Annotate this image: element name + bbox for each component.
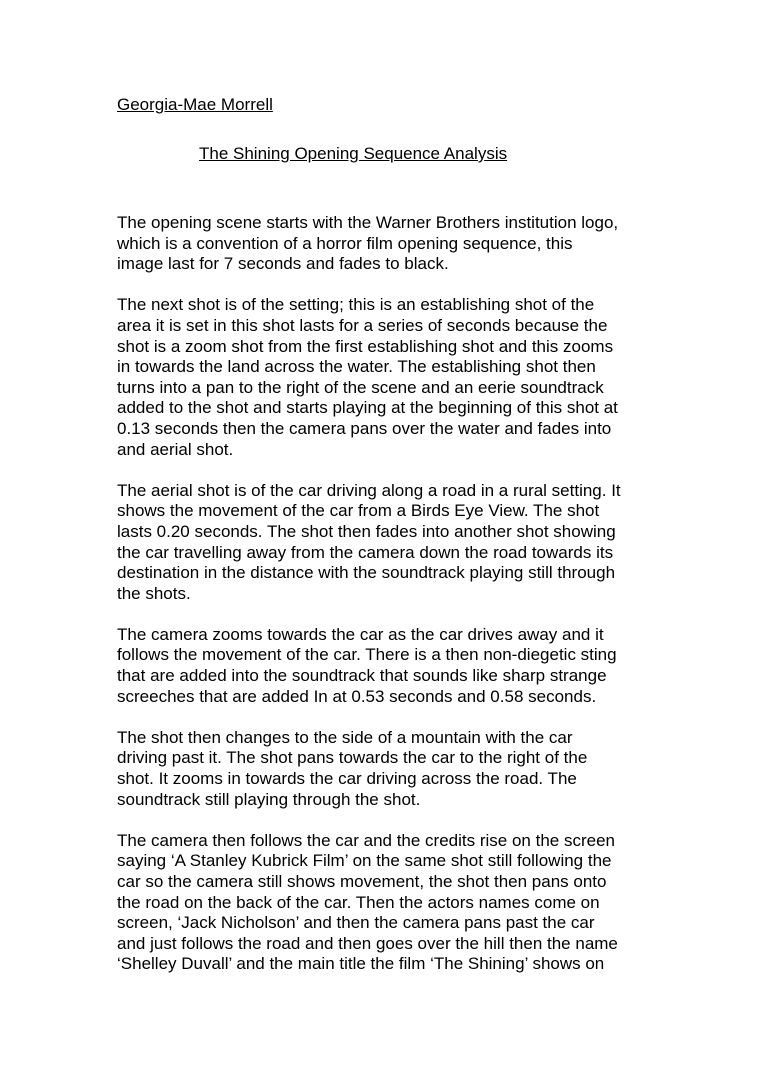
text-line: area it is set in this shot lasts for a series of seconds because the (117, 315, 608, 335)
paragraph (117, 831, 657, 975)
text-line: added to the shot and starts playing at the beginning of this shot at (117, 398, 618, 418)
text-line: saying ‘A Stanley Kubrick Film’ on the same shot still following the (117, 851, 612, 871)
document-title: The Shining Opening Sequence Analysis (199, 144, 508, 163)
text-line: The camera then follows the car and the credits rise on the screen (117, 830, 615, 850)
text-line: The shot then changes to the side of a mountain with the car (117, 727, 573, 747)
text-line: the road on the back of the car. Then the actors names come on (117, 892, 600, 912)
text-line: The camera zooms towards the car as the car drives away and it (117, 624, 604, 644)
paragraph (117, 213, 657, 275)
document-body (117, 213, 657, 996)
text-line: shot. It zooms in towards the car driving across the road. The (117, 769, 577, 789)
paragraph (117, 625, 657, 707)
paragraph (117, 295, 657, 460)
text-line: in towards the land across the water. The establishing shot then (117, 357, 596, 377)
text-line: 0.13 seconds then the camera pans over the water and fades into (117, 418, 612, 438)
text-line: and aerial shot. (117, 439, 234, 459)
text-line: screeches that are added In at 0.53 seconds and 0.58 seconds. (117, 686, 597, 706)
text-line: image last for 7 seconds and fades to black. (117, 254, 449, 274)
paragraph (117, 481, 657, 605)
text-line: the car travelling away from the camera down the road towards its (117, 542, 614, 562)
text-line: follows the movement of the car. There is a then non-diegetic sting (117, 645, 617, 665)
text-line: soundtrack still playing through the shot. (117, 789, 421, 809)
text-line: lasts 0.20 seconds. The shot then fades into another shot showing (117, 521, 616, 541)
text-line: turns into a pan to the right of the scene and an eerie soundtrack (117, 377, 604, 397)
text-line: shows the movement of the car from a Birds Eye View. The shot (117, 501, 600, 521)
author-name: Georgia-Mae Morrell (117, 95, 273, 114)
text-line: and just follows the road and then goes over the hill then the name (117, 933, 618, 953)
text-line: car so the camera still shows movement, the shot then pans onto (117, 872, 607, 891)
text-line: the shots. (117, 583, 191, 603)
text-line: The next shot is of the setting; this is an establishing shot of the (117, 295, 595, 315)
text-line: ‘Shelley Duvall’ and the main title the film ‘The Shining’ shows on (117, 954, 605, 974)
paragraph (117, 728, 657, 810)
text-line: The opening scene starts with the Warner Brothers institution logo, (117, 213, 619, 232)
text-line: which is a convention of a horror film opening sequence, this (117, 233, 573, 253)
text-line: that are added into the soundtrack that sounds like sharp strange (117, 666, 607, 686)
text-line: driving past it. The shot pans towards the car to the right of the (117, 748, 588, 768)
text-line: screen, ‘Jack Nicholson’ and then the camera pans past the car (117, 913, 595, 933)
text-line: destination in the distance with the soundtrack playing still through (117, 563, 616, 583)
text-line: shot is a zoom shot from the first establishing shot and this zooms (117, 336, 614, 356)
text-line: The aerial shot is of the car driving along a road in a rural setting. It (117, 480, 621, 500)
